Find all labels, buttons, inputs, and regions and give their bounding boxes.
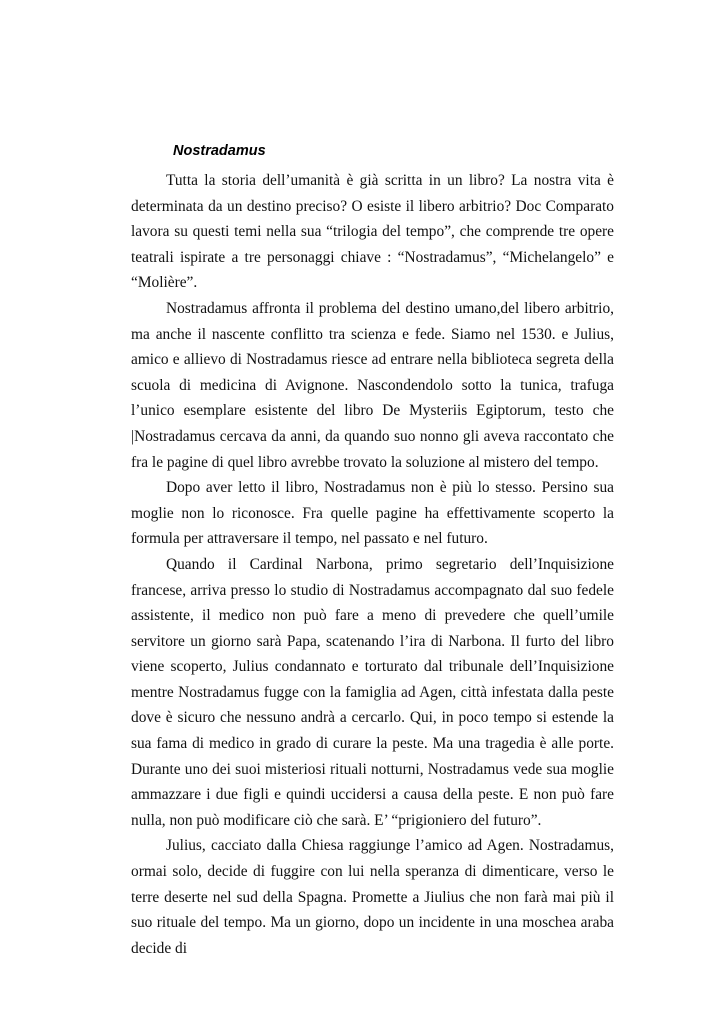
paragraph: Dopo aver letto il libro, Nostradamus non è più lo stesso. Persino sua moglie non lo riconosce. Fra quelle pagine ha effettivamente scoperto la formula per attraversare il tempo, nel passato e nel futuro.: [131, 479, 614, 548]
paragraph: Nostradamus affronta il problema del destino umano,del libero arbitrio, ma anche il nascente conflitto tra scienza e fede. Siamo nel 1530. e Julius, amico e allievo di Nostradamus riesce ad entrare nella biblioteca segreta della scuola di medicina di Avignone. Nascondendolo sotto la tunica, trafuga l’unico esemplare esistente del libro De Mysteriis Egiptorum, testo che |Nostradamus cercava da anni, da quando suo nonno gli aveva raccontato che fra le pagine di quel libro avrebbe trovato la soluzione al mistero del tempo.: [131, 299, 614, 471]
paragraph: Quando il Cardinal Narbona, primo segretario dell’Inquisizione francese, arriva presso lo studio di Nostradamus accompagnato dal suo fedele assistente, il medico non può fare a meno di prevedere che quell’umile servitore un giorno sarà Papa, scatenando l’ira di Narbona. Il furto del libro viene scoperto, Julius condannato e torturato dal tribunale dell’Inquisizione mentre Nostradamus fugge con la famiglia ad Agen, città infestata dalla peste dove è sicuro che nessuno andrà a cercarlo. Qui, in poco tempo si estende la sua fama di medico in grado di curare la peste. Ma una tragedia è alle porte. Durante uno dei suoi misteriosi rituali notturni, Nostradamus vede sua moglie ammazzare i due figli e quindi uccidersi a causa della peste. E non può fare nulla, non può modificare ciò che sarà. E’ “prigioniero del futuro”.: [131, 555, 614, 829]
paragraph: Julius, cacciato dalla Chiesa raggiunge l’amico ad Agen. Nostradamus, ormai solo, decide di fuggire con lui nella speranza di dimenticare, verso le terre deserte nel sud della Spagna. Promette a Jiulius che non farà mai più il suo rituale del tempo. Ma un giorno, dopo un incidente in una moschea araba decide di: [131, 837, 614, 957]
document-body: [131, 168, 614, 961]
document-title: Nostradamus: [173, 143, 266, 159]
paragraph: Tutta la storia dell’umanità è già scritta in un libro? La nostra vita è determinata da un destino preciso? O esiste il libero arbitrio? Doc Comparato lavora su questi temi nella sua “trilogia del tempo”, che comprende tre opere teatrali ispirate a tre personaggi chiave : “Nostradamus”, “Michelangelo” e “Molière”.: [131, 172, 614, 292]
